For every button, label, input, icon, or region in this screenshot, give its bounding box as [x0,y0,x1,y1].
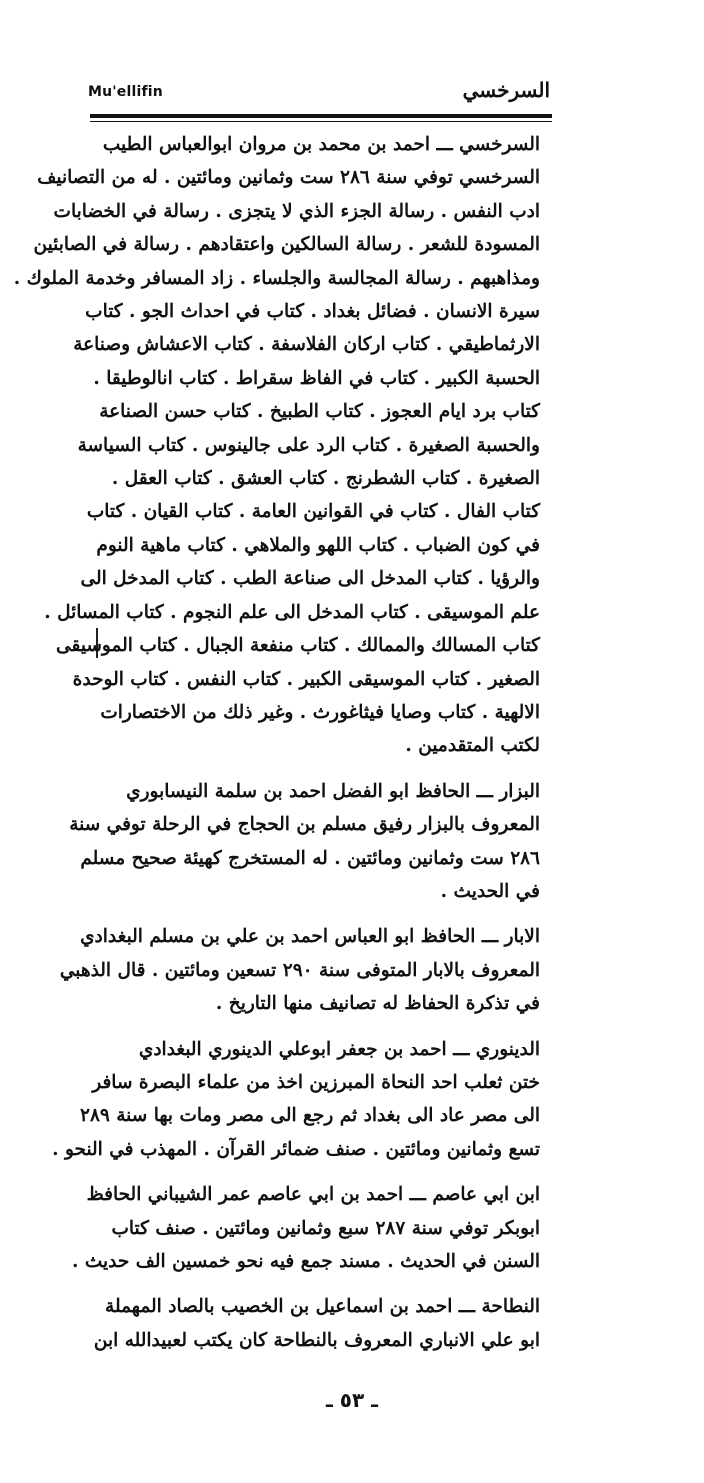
entry-line: ومذاهبهم . رسالة المجالسة والجلساء . زاد المسافر وخدمة الملوك . [13,267,540,289]
entry-line: سيرة الانسان . فضائل بغداد . كتاب في احداث الجو . كتاب [85,301,540,323]
entry-line: ٢٨٦ ست وثمانين ومائتين . له المستخرج كهيئة صحيح مسلم [80,847,540,869]
entry-line: في الحديث . [440,880,540,902]
biography-entry [69,775,540,909]
entry-line: الارثماطيقي . كتاب اركان الفلاسفة . كتاب الاعشاش وصناعة [73,334,540,356]
biography-entry [52,1033,540,1167]
entry-line: ادب النفس . رسالة الجزء الذي لا يتجزى . رسالة في الخضابات [53,200,540,222]
entry-line: ختن ثعلب احد النحاة المبرزين اخذ من علماء البصرة سافر [92,1071,540,1093]
entry-line: المعروف بالبزار رفيق مسلم بن الحجاج في الرحلة توفي سنة [69,814,540,836]
entry-line: ابوبكر توفي سنة ٢٨٧ سبع وثمانين ومائتين . صنف كتاب [111,1217,540,1239]
entry-line: الحسبة الكبير . كتاب في الفاظ سقراط . كتاب انالوطيقا . [93,367,540,389]
entry-line: كتاب المسالك والممالك . كتاب منفعة الجبال . كتاب الموسيقى [56,635,540,657]
biography-entry [59,920,540,1020]
entry-line: لكتب المتقدمين . [405,735,540,757]
entry-line: الدينوري ـــ احمد بن جعفر ابوعلي الدينوري البغدادي [138,1038,540,1060]
entry-line: علم الموسيقى . كتاب المدخل الى علم النجوم . كتاب المسائل . [44,601,540,623]
entry-line: في كون الضباب . كتاب اللهو والملاهي . كتاب ماهية النوم [96,534,540,556]
entry-line: النطاحة ـــ احمد بن اسماعيل بن الخصيب بالصاد المهملة [105,1296,540,1318]
entry-line: الصغيرة . كتاب الشطرنج . كتاب العشق . كتاب العقل . [111,468,540,490]
entry-line: والرؤيا . كتاب المدخل الى صناعة الطب . كتاب المدخل الى [80,568,540,590]
entry-line: المعروف بالابار المتوفى سنة ٢٩٠ تسعين ومائتين . قال الذهبي [59,959,540,981]
entry-line: السنن في الحديث . مسند جمع فيه نحو خمسين الف حديث . [71,1251,540,1272]
entry-line: السرخسي ـــ احمد بن محمد بن مروان ابوالعباس الطيب [102,134,540,155]
entry-line: والحسبة الصغيرة . كتاب الرد على جالينوس . كتاب السياسة [77,434,540,456]
entry-line: البزار ـــ الحافظ ابو الفضل احمد بن سلمة النيسابوري [126,780,540,802]
header-rule-thick [90,114,552,118]
entry-line: السرخسي توفي سنة ٢٨٦ ست وثمانين ومائتين . له من التصانيف [37,167,540,189]
entry-line: كتاب برد ايام العجوز . كتاب الطبيخ . كتاب حسن الصناعة [99,401,540,423]
biography-entry [71,1178,540,1278]
header-rule-thin [90,121,552,122]
page-body [13,128,540,1357]
entry-line: الابار ـــ الحافظ ابو العباس احمد بن علي بن مسلم البغدادي [80,926,540,948]
entry-line: في تذكرة الحفاظ له تصانيف منها التاريخ . [215,993,540,1015]
page-header [88,78,554,112]
entry-line: كتاب الفال . كتاب في القوانين العامة . كتاب القيان . كتاب [86,501,540,523]
entry-line: المسودة للشعر . رسالة السالكين واعتقادهم . رسالة في الصابئين [33,234,540,256]
biography-entry [93,1290,540,1357]
header-arabic-title: السرخسي [462,78,550,102]
entry-line: تسع وثمانين ومائتين . صنف ضمائر القرآن . المهذب في النحو . [52,1138,540,1160]
entry-line: الالهية . كتاب وصايا فيثاغورث . وغير ذلك من الاختصارات [100,701,540,723]
entry-line: الصغير . كتاب الموسيقى الكبير . كتاب النفس . كتاب الوحدة [72,668,540,690]
biography-entry [13,128,540,763]
entry-line: ابو علي الانباري المعروف بالنطاحة كان يكتب لعبيدالله ابن [93,1329,540,1351]
header-latin-title: Mu'ellifin [88,84,163,100]
entry-line: ابن ابي عاصم ـــ احمد بن ابي عاصم عمر الشيباني الحافظ [86,1184,540,1206]
entry-line: الى مصر عاد الى بغداد ثم رجع الى مصر ومات بها سنة ٢٨٩ [80,1105,540,1127]
page-number: ـ ٥٣ ـ [325,1388,379,1412]
